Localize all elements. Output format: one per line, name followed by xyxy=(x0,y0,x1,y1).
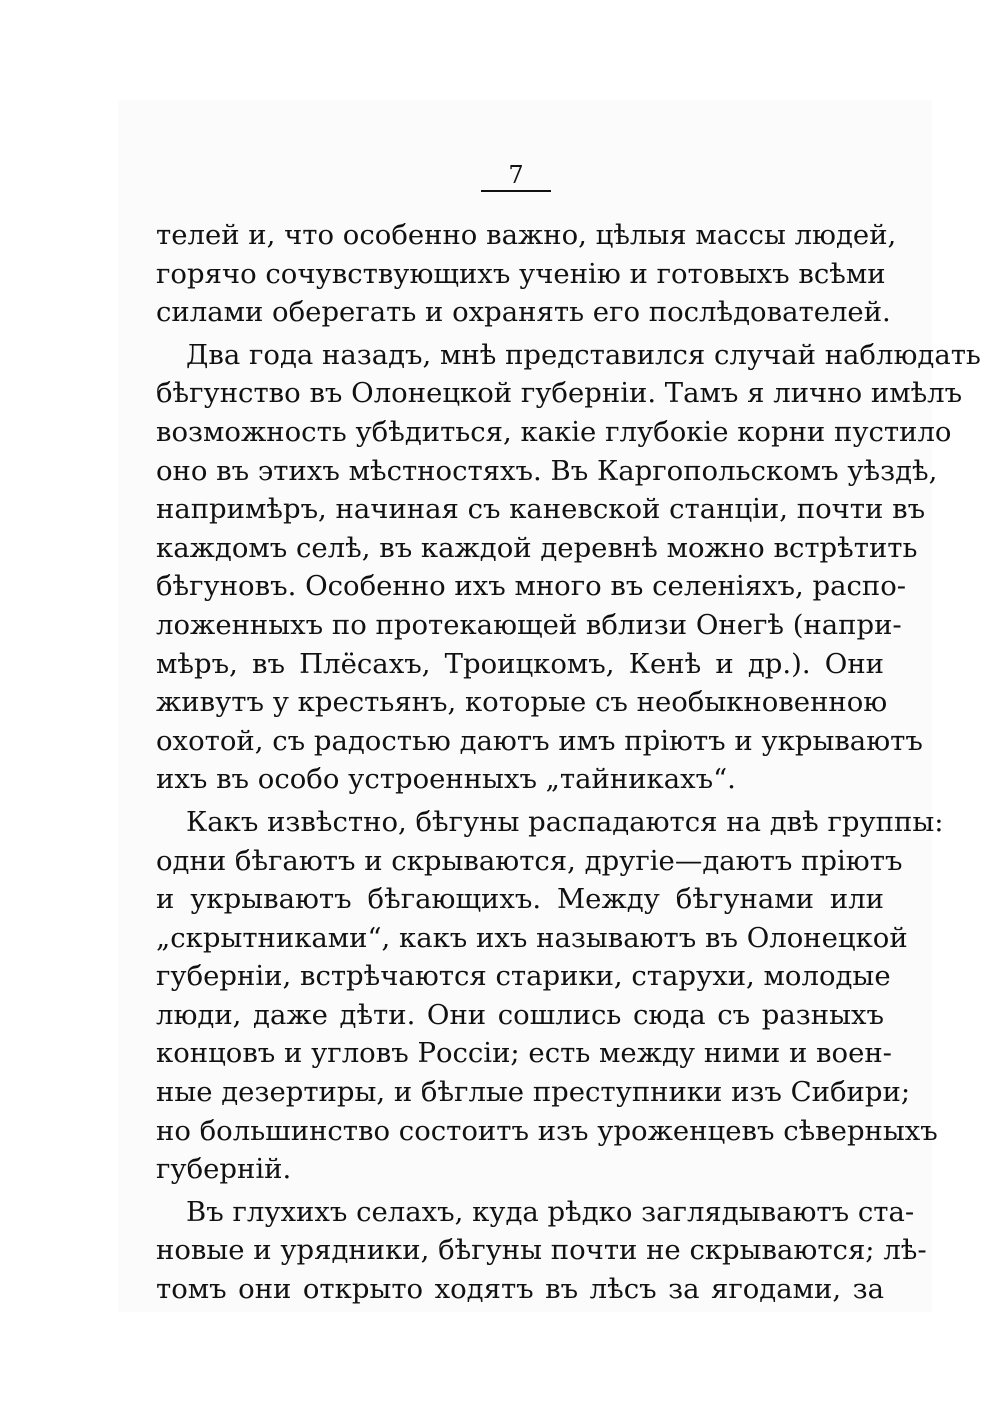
text-line: телей и, что особенно важно, цѣлыя массы людей, xyxy=(156,219,897,251)
text-line: живутъ у крестьянъ, которые съ необыкновенною xyxy=(156,686,888,719)
page-number: 7 xyxy=(508,161,524,189)
text-line: силами оберегать и охранять его послѣдователей. xyxy=(156,296,891,329)
text-line: концовъ и угловъ Россіи; есть между ними и воен- xyxy=(156,1037,892,1070)
text-line: „скрытниками“, какъ ихъ называютъ въ Олонецкой xyxy=(156,921,908,954)
text-line: горячо сочувствующихъ ученію и готовыхъ всѣми xyxy=(156,257,886,290)
paragraph-3 xyxy=(156,803,944,1189)
text-line: оно въ этихъ мѣстностяхъ. Въ Каргопольскомъ уѣздѣ, xyxy=(156,454,938,487)
text-line: ихъ въ особо устроенныхъ „тайникахъ“. xyxy=(156,763,736,796)
text-line: ные дезертиры, и бѣглые преступники изъ Сибири; xyxy=(156,1076,911,1109)
body-text xyxy=(156,216,981,1313)
text-line: люди, даже дѣти. Они сошлись сюда съ разныхъ xyxy=(156,998,884,1031)
text-line: но большинство состоитъ изъ уроженцевъ сѣверныхъ xyxy=(156,1114,938,1147)
text-line: каждомъ селѣ, въ каждой деревнѣ можно встрѣтить xyxy=(156,531,918,564)
text-line: Два года назадъ, мнѣ представился случай наблюдать xyxy=(186,338,981,371)
page-number-rule xyxy=(481,190,551,192)
text-line: возможность убѣдиться, какіе глубокіе корни пустило xyxy=(156,415,952,448)
text-line: напримѣръ, начиная съ каневской станціи, почти въ xyxy=(156,493,926,526)
text-line: одни бѣгаютъ и скрываются, другіе—даютъ пріютъ xyxy=(156,844,903,877)
text-line: Въ глухихъ селахъ, куда рѣдко заглядываютъ ста- xyxy=(186,1195,915,1228)
text-line: бѣгунство въ Олонецкой губерніи. Тамъ я лично имѣлъ xyxy=(156,377,963,410)
text-line: губерніи, встрѣчаются старики, старухи, молодые xyxy=(156,960,891,993)
text-line: и укрываютъ бѣгающихъ. Между бѣгунами или xyxy=(156,883,884,916)
text-line: новые и урядники, бѣгуны почти не скрываются; лѣ- xyxy=(156,1234,927,1267)
text-line: Какъ извѣстно, бѣгуны распадаются на двѣ группы: xyxy=(186,805,944,838)
paragraph-1 xyxy=(156,216,897,332)
text-line: бѣгуновъ. Особенно ихъ много въ селеніяхъ, распо- xyxy=(156,570,907,603)
text-line: мѣръ, въ Плёсахъ, Троицкомъ, Кенѣ и др.). Они xyxy=(156,647,884,680)
text-line: охотой, съ радостью даютъ имъ пріютъ и укрываютъ xyxy=(156,724,923,757)
text-line: губерній. xyxy=(156,1153,292,1186)
text-line: ложенныхъ по протекающей вблизи Онегѣ (напри- xyxy=(156,608,902,641)
paragraph-4 xyxy=(156,1193,927,1309)
paragraph-2 xyxy=(156,336,981,799)
text-line: томъ они открыто ходятъ въ лѣсъ за ягодами, за xyxy=(156,1273,884,1306)
